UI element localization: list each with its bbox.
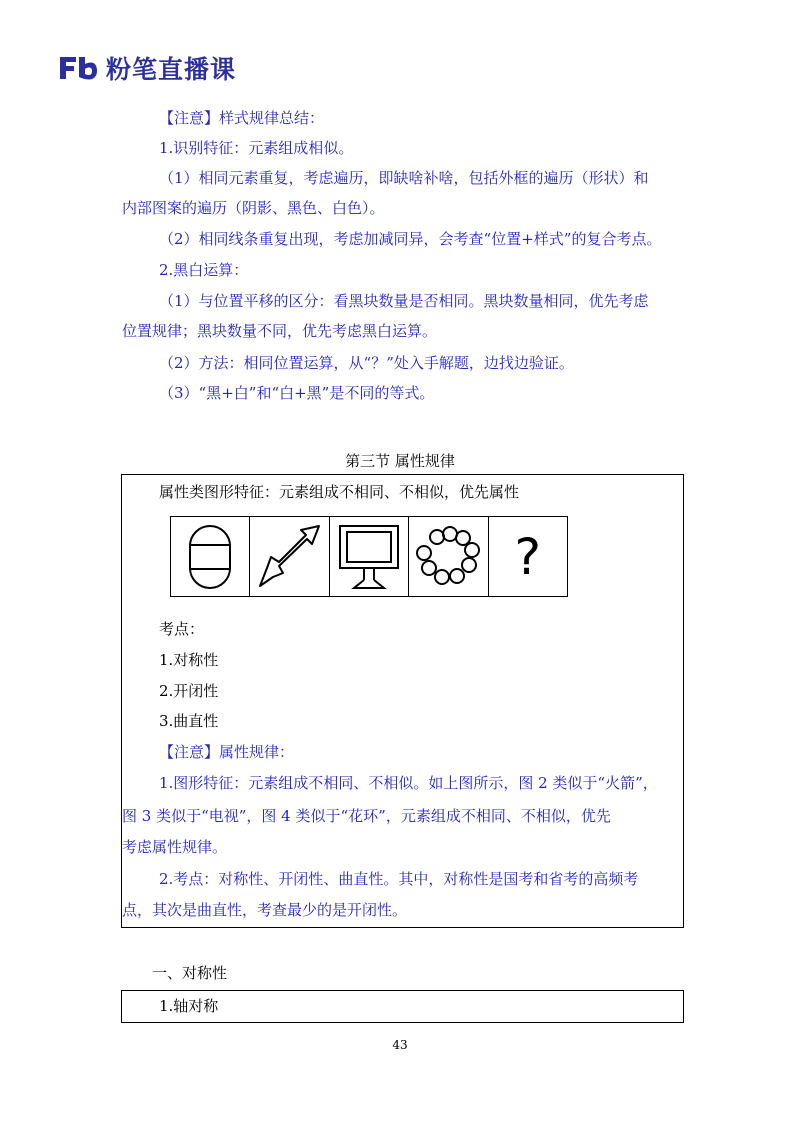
capsule-figure-icon — [187, 523, 233, 591]
question-mark: ? — [514, 527, 542, 586]
note-line: 图 3 类似于“电视”，图 4 类似于“花环”，元素组成不相同、不相似，优先 — [122, 807, 611, 825]
page-number: 43 — [392, 1038, 408, 1052]
note-line: 考虑属性规律。 — [122, 838, 228, 856]
section-title: 第三节 属性规律 — [345, 452, 455, 470]
kaodian-item: 2.开闭性 — [159, 682, 219, 700]
note-line: （1）与位置平移的区分：看黑块数量是否相同。黑块数量相同，优先考虑 — [159, 292, 649, 310]
figure-3 — [330, 517, 409, 596]
figure-sequence — [170, 516, 568, 597]
note-title: 【注意】属性规律： — [159, 743, 295, 761]
kaodian-label: 考点： — [159, 620, 205, 638]
note-line: （1）相同元素重复，考虑遍历，即缺啥补啥，包括外框的遍历（形状）和 — [159, 169, 649, 187]
note-line: 2.考点：对称性、开闭性、曲直性。其中，对称性是国考和省考的高频考 — [159, 870, 639, 888]
feature-text: 属性类图形特征：元素组成不相同、不相似，优先属性 — [159, 483, 520, 501]
note-line: （3）“黑+白”和“白+黑”是不同的等式。 — [159, 384, 435, 402]
note-line: 1.识别特征：元素组成相似。 — [159, 139, 354, 157]
subsection-title: 一、对称性 — [152, 964, 228, 982]
note-line: 1.图形特征：元素组成不相同、不相似。如上图所示，图 2 类似于“火箭”， — [159, 774, 658, 792]
figure-4 — [409, 517, 488, 596]
note-line: 内部图案的遍历（阴影、黑色、白色）。 — [122, 199, 385, 217]
brand-logo — [58, 50, 236, 86]
note-line: 点，其次是曲直性，考查最少的是开闭性。 — [122, 901, 408, 919]
figure-2 — [250, 517, 329, 596]
box-item: 1.轴对称 — [159, 997, 219, 1015]
figure-1 — [171, 517, 250, 596]
kaodian-item: 3.曲直性 — [159, 712, 219, 730]
wreath-figure-icon — [413, 525, 483, 589]
fb-logo-icon — [58, 55, 98, 81]
note-line: 位置规律；黑块数量不同，优先考虑黑白运算。 — [122, 322, 438, 340]
note-line: 2.黑白运算： — [159, 261, 249, 279]
note-line: （2）相同线条重复出现，考虑加减同异，会考查“位置+样式”的复合考点。 — [159, 230, 662, 248]
note-line: （2）方法：相同位置运算，从“？”处入手解题，边找边验证。 — [159, 354, 574, 372]
brand-name: 粉笔直播课 — [106, 55, 237, 84]
kaodian-item: 1.对称性 — [159, 651, 219, 669]
note-title: 【注意】样式规律总结： — [159, 109, 325, 127]
rocket-figure-icon — [257, 522, 323, 592]
tv-figure-icon — [336, 522, 402, 592]
figure-5 — [489, 517, 567, 596]
